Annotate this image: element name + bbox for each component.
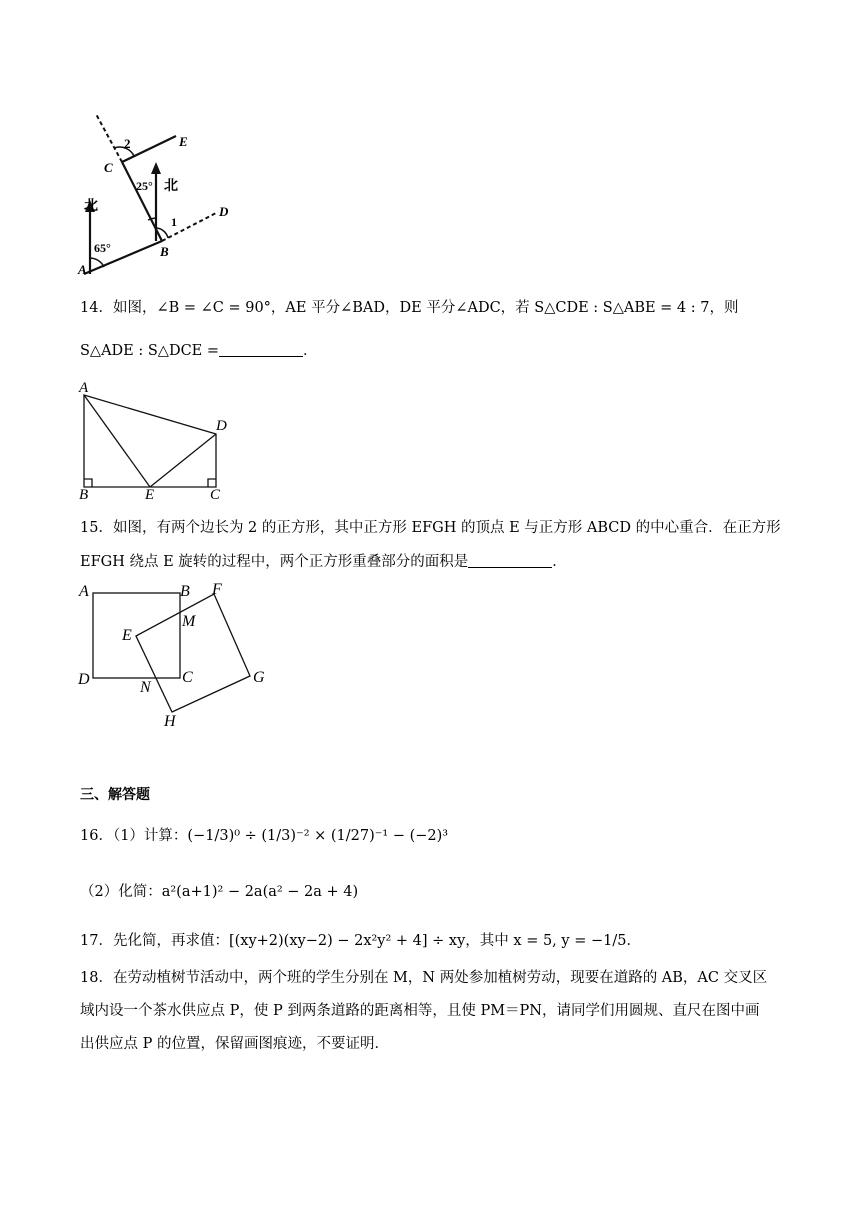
- north-label-b: 北: [164, 179, 178, 194]
- sq-point-h: H: [164, 713, 176, 730]
- question-17: 17．先化简，再求值：[(xy+2)(xy−2) − 2x²y² + 4] ÷ xy，其中 x = 5, y = −1/5．: [80, 933, 641, 949]
- trap-point-b: B: [79, 487, 89, 502]
- angle-65-label: 65°: [94, 241, 111, 255]
- question-15-line-2: [80, 552, 567, 572]
- question-14-line-2: [80, 341, 318, 361]
- answer-blank: [468, 553, 552, 568]
- point-a-label: A: [78, 262, 87, 277]
- question-14-ratio-expression: S△ADE : S△DCE =: [80, 343, 220, 359]
- trap-point-a: A: [79, 380, 89, 396]
- angle-1-label: 1: [171, 215, 177, 229]
- trapezoid-figure: [76, 380, 236, 502]
- question-18-line-1: 18．在劳动植树节活动中，两个班的学生分别在 M，N 两处参加植树劳动，现要在道路的 AB，AC 交叉区: [80, 970, 768, 986]
- trap-point-e: E: [145, 487, 155, 502]
- sq-point-a: A: [79, 583, 89, 600]
- trap-point-c: C: [210, 487, 221, 502]
- point-b-label: B: [160, 244, 169, 259]
- sq-point-c: C: [182, 669, 193, 686]
- point-d-label: D: [219, 204, 229, 219]
- question-14-line-1: 14．如图，∠B = ∠C = 90°，AE 平分∠BAD，DE 平分∠ADC，若 S△CDE : S△ABE = 4 : 7，则: [80, 300, 739, 316]
- angle-25-label: 25°: [136, 179, 153, 193]
- sq-point-e: E: [122, 627, 132, 644]
- question-15-line-1: 15．如图，有两个边长为 2 的正方形，其中正方形 EFGH 的顶点 E 与正方形 ABCD 的中心重合．在正方形: [80, 520, 781, 536]
- point-c-label: C: [104, 160, 113, 175]
- section-title: 三、解答题: [80, 787, 150, 803]
- bearing-figure: [76, 110, 256, 282]
- sq-point-f: F: [212, 581, 222, 598]
- question-15-end: ．: [552, 554, 567, 570]
- point-e-label: E: [179, 134, 188, 149]
- question-18-line-3: 出供应点 P 的位置，保留画图痕迹，不要证明．: [80, 1036, 389, 1052]
- angle-2-label: 2: [124, 136, 131, 151]
- question-15-text: EFGH 绕点 E 旋转的过程中，两个正方形重叠部分的面积是: [80, 554, 469, 570]
- question-18-line-2: 域内设一个茶水供应点 P，使 P 到两条道路的距离相等，且使 PM＝PN，请同学们用圆规、直尺在图中画: [80, 1003, 760, 1019]
- answer-blank: [219, 342, 303, 357]
- sq-point-m: M: [182, 613, 196, 630]
- sq-point-d: D: [78, 671, 90, 688]
- trap-point-d: D: [216, 418, 227, 434]
- sq-point-b: B: [180, 583, 190, 600]
- question-16-part-2: （2）化简：a²(a+1)² − 2a(a² − 2a + 4): [80, 884, 359, 900]
- rotating-squares-figure: [76, 578, 276, 734]
- question-14-end: ．: [303, 343, 318, 359]
- sq-point-n: N: [140, 679, 151, 696]
- question-16-part-1: 16．（1）计算：(−1/3)⁰ ÷ (1/3)⁻² × (1/27)⁻¹ − (−2)³: [80, 828, 449, 844]
- sq-point-g: G: [253, 669, 265, 686]
- north-label-a: 北: [84, 199, 98, 214]
